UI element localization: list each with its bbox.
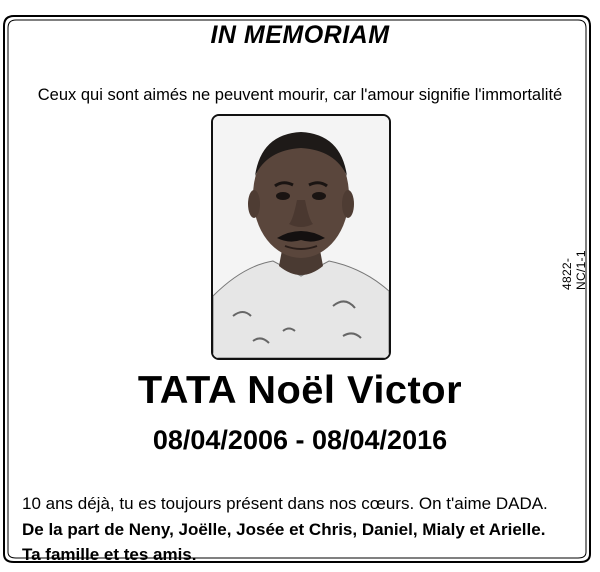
portrait-photo [211, 114, 391, 360]
portrait-photo-icon [213, 116, 389, 358]
tribute-message: 10 ans déjà, tu es toujours présent dans nos cœurs. On t'aime DADA. [22, 494, 548, 513]
signature-line: Ta famille et tes amis. [22, 545, 197, 564]
memorial-quote: Ceux qui sont aimés ne peuvent mourir, car l'amour signifie l'immortalité [37, 86, 563, 104]
reference-code: 4822-NC/1-1 [560, 250, 588, 290]
deceased-name: TATA Noël Victor [137, 369, 463, 412]
family-names: De la part de Neny, Joëlle, Josée et Chris, Daniel, Mialy et Arielle. [22, 520, 546, 539]
title-text: IN MEMORIAM [200, 21, 399, 49]
memorial-dates: 08/04/2006 - 08/04/2016 [152, 425, 448, 455]
page-title [0, 21, 600, 50]
